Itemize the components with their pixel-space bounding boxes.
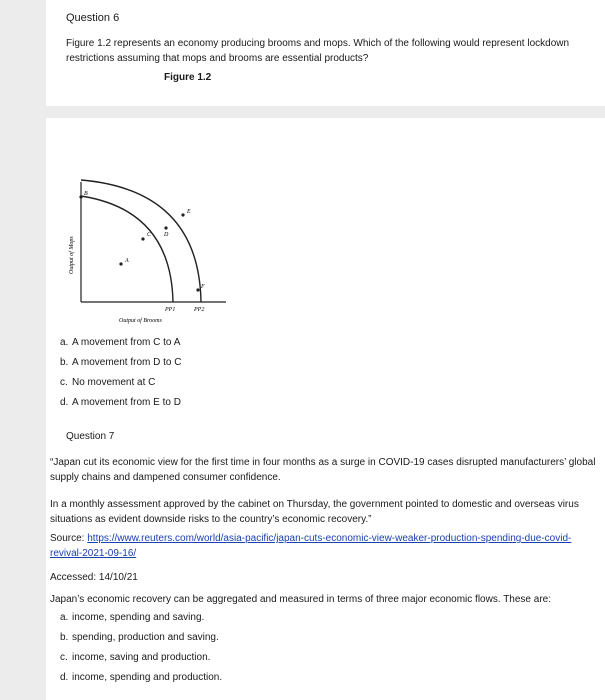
q6-option-b-text: A movement from D to C <box>72 357 182 368</box>
q6-option-c-text: No movement at C <box>72 377 156 388</box>
point-e <box>181 213 184 216</box>
y-axis-label: Output of Mops <box>69 236 75 274</box>
q7-option-d-text: income, spending and production. <box>72 672 223 683</box>
q7-option-b-letter: b. <box>60 632 69 643</box>
q6-option-b[interactable] <box>60 357 181 368</box>
question-6-header-card <box>46 0 605 106</box>
label-pp1: PP1 <box>165 307 176 313</box>
q6-option-b-letter: b. <box>60 357 69 368</box>
question-6-prompt: Figure 1.2 represents an economy producing brooms and mops. Which of the following would represent lockdown restrictions assuming that mops and brooms are essential products? <box>66 38 570 64</box>
question-7-quote-1: “Japan cut its economic view for the first time in four months as a surge in COVID-19 cases disrupted manufacturers’ global supply chains and dampened consumer confidence. <box>50 457 596 483</box>
question-7-quote-2: In a monthly assessment approved by the cabinet on Thursday, the government pointed to domestic and overseas virus situations as evident downside risks to the country’s economic recovery.” <box>50 499 579 525</box>
point-b <box>79 195 82 198</box>
q6-option-d[interactable] <box>60 397 181 408</box>
q6-option-d-text: A movement from E to D <box>72 397 181 408</box>
q7-option-d-letter: d. <box>60 672 69 683</box>
ppf-figure <box>61 170 261 330</box>
point-f <box>196 288 199 291</box>
source-link-line-1[interactable]: https://www.reuters.com/world/asia-pacific/japan-cuts-economic-view-weaker-production-spending-due-covid- <box>87 533 572 544</box>
label-e: E <box>187 209 191 215</box>
label-d: D <box>164 232 169 238</box>
source-label: Source: <box>50 533 85 544</box>
q7-option-a[interactable] <box>60 612 204 623</box>
point-d <box>164 226 167 229</box>
question-7-prompt: Japan’s economic recovery can be aggregated and measured in terms of three major economic flows. These are: <box>50 594 552 605</box>
q7-option-c-letter: c. <box>60 652 68 663</box>
q7-option-b[interactable] <box>60 632 219 643</box>
label-a: A <box>125 258 129 264</box>
q7-option-c-text: income, saving and production. <box>72 652 211 663</box>
q7-option-c[interactable] <box>60 652 210 663</box>
q6-option-c[interactable] <box>60 377 155 388</box>
question-7-title: Question 7 <box>66 431 115 442</box>
label-b: B <box>84 191 88 197</box>
question-card <box>46 118 605 700</box>
label-c: C <box>147 232 152 238</box>
q6-option-c-letter: c. <box>60 377 68 388</box>
q7-option-a-letter: a. <box>60 612 69 623</box>
point-c <box>141 237 144 240</box>
ppf-curve-pp2 <box>81 180 201 302</box>
label-f: F <box>201 284 205 290</box>
label-pp2: PP2 <box>194 307 205 313</box>
figure-title: Figure 1.2 <box>164 72 212 83</box>
q6-option-a-letter: a. <box>60 337 69 348</box>
point-a <box>119 262 122 265</box>
question-7-accessed: Accessed: 14/10/21 <box>50 572 138 583</box>
q6-option-a-text: A movement from C to A <box>72 337 181 348</box>
q7-option-b-text: spending, production and saving. <box>72 632 219 643</box>
question-7-source <box>50 531 600 561</box>
q7-option-a-text: income, spending and saving. <box>72 612 205 623</box>
q7-option-d[interactable] <box>60 672 222 683</box>
ppf-curve-pp1 <box>81 196 173 302</box>
x-axis-label: Output of Brooms <box>119 318 162 324</box>
q6-option-d-letter: d. <box>60 397 69 408</box>
source-link-line-2[interactable]: revival-2021-09-16/ <box>50 548 137 559</box>
q6-option-a[interactable] <box>60 337 180 348</box>
question-6-title: Question 6 <box>66 12 120 24</box>
